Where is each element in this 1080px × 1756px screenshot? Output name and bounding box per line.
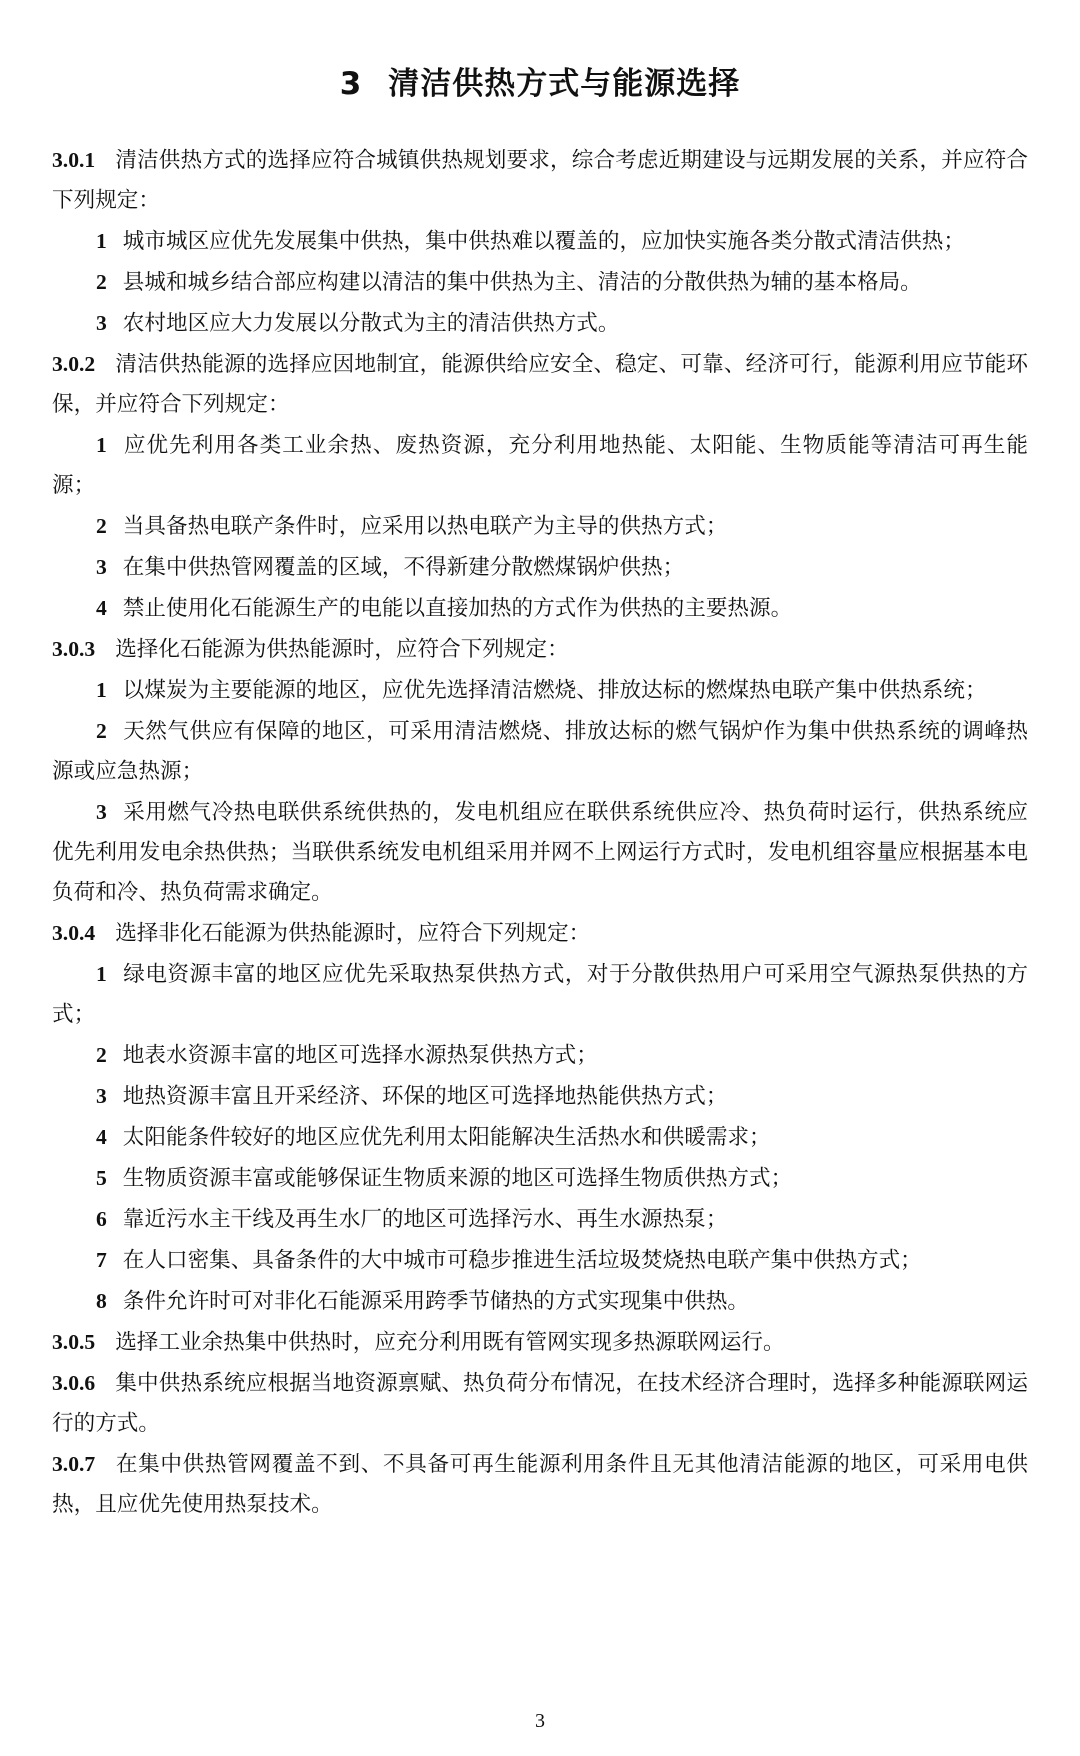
item-number: 7: [96, 1248, 107, 1272]
clause-text: 选择非化石能源为供热能源时，应符合下列规定：: [115, 921, 591, 946]
item-number: 4: [96, 596, 107, 620]
document-body: [52, 140, 1028, 1525]
list-item: [52, 1117, 1028, 1158]
item-number: 1: [96, 433, 107, 457]
item-number: 3: [96, 311, 107, 335]
item-number: 2: [96, 719, 107, 743]
clause-text: 清洁供热能源的选择应因地制宜，能源供给应安全、稳定、可靠、经济可行，能源利用应节能环保，并应符合下列规定：: [52, 352, 1028, 417]
list-item: [52, 954, 1028, 1035]
clause-3-0-6: [52, 1363, 1028, 1444]
list-item: [52, 303, 1028, 344]
clause-number: 3.0.7: [52, 1452, 96, 1476]
item-number: 4: [96, 1125, 107, 1149]
item-text: 天然气供应有保障的地区，可采用清洁燃烧、排放达标的燃气锅炉作为集中供热系统的调峰热源或应急热源；: [52, 719, 1028, 784]
item-text: 当具备热电联产条件时，应采用以热电联产为主导的供热方式；: [122, 514, 728, 539]
clause-number: 3.0.3: [52, 637, 96, 661]
list-item: [52, 547, 1028, 588]
list-item: [52, 1240, 1028, 1281]
item-text: 太阳能条件较好的地区应优先利用太阳能解决生活热水和供暖需求；: [122, 1125, 771, 1150]
clause-text: 清洁供热方式的选择应符合城镇供热规划要求，综合考虑近期建设与远期发展的关系，并应符合下列规定：: [52, 148, 1028, 213]
item-text: 农村地区应大力发展以分散式为主的清洁供热方式。: [122, 311, 620, 336]
clause-number: 3.0.2: [52, 352, 96, 376]
item-text: 地表水资源丰富的地区可选择水源热泵供热方式；: [122, 1043, 598, 1068]
item-number: 3: [96, 800, 107, 824]
item-text: 在人口密集、具备条件的大中城市可稳步推进生活垃圾焚烧热电联产集中供热方式；: [122, 1248, 922, 1273]
list-item: [52, 588, 1028, 629]
clause-number: 3.0.6: [52, 1371, 96, 1395]
list-item: [52, 1281, 1028, 1322]
list-item: [52, 670, 1028, 711]
item-number: 5: [96, 1166, 107, 1190]
item-number: 2: [96, 514, 107, 538]
clause-number: 3.0.4: [52, 921, 96, 945]
clause-number: 3.0.5: [52, 1330, 96, 1354]
item-text: 在集中供热管网覆盖的区域，不得新建分散燃煤锅炉供热；: [122, 555, 685, 580]
list-item: [52, 1158, 1028, 1199]
clause-3-0-7: [52, 1444, 1028, 1525]
item-text: 城市城区应优先发展集中供热，集中供热难以覆盖的，应加快实施各类分散式清洁供热；: [122, 229, 965, 254]
page-number: 3: [535, 1710, 545, 1732]
list-item: [52, 1076, 1028, 1117]
list-item: [52, 711, 1028, 792]
item-text: 禁止使用化石能源生产的电能以直接加热的方式作为供热的主要热源。: [122, 596, 793, 621]
item-number: 1: [96, 229, 107, 253]
item-number: 2: [96, 1043, 107, 1067]
item-number: 3: [96, 555, 107, 579]
clause-text: 选择化石能源为供热能源时，应符合下列规定：: [115, 637, 569, 662]
item-text: 靠近污水主干线及再生水厂的地区可选择污水、再生水源热泵；: [122, 1207, 728, 1232]
clause-text: 在集中供热管网覆盖不到、不具备可再生能源利用条件且无其他清洁能源的地区，可采用电供热，且应优先使用热泵技术。: [52, 1452, 1028, 1517]
list-item: [52, 1199, 1028, 1240]
clause-3-0-1: [52, 140, 1028, 221]
list-item: [52, 425, 1028, 506]
item-number: 1: [96, 962, 107, 986]
clause-text: 选择工业余热集中供热时，应充分利用既有管网实现多热源联网运行。: [115, 1330, 785, 1355]
item-number: 1: [96, 678, 107, 702]
item-text: 应优先利用各类工业余热、废热资源，充分利用地热能、太阳能、生物质能等清洁可再生能源；: [52, 433, 1028, 498]
list-item: [52, 1035, 1028, 1076]
item-text: 县城和城乡结合部应构建以清洁的集中供热为主、清洁的分散供热为辅的基本格局。: [122, 270, 922, 295]
item-number: 3: [96, 1084, 107, 1108]
section-title: [0, 58, 1080, 103]
item-text: 绿电资源丰富的地区应优先采取热泵供热方式，对于分散供热用户可采用空气源热泵供热的方式；: [52, 962, 1028, 1027]
list-item: [52, 506, 1028, 547]
item-text: 地热资源丰富且开采经济、环保的地区可选择地热能供热方式；: [122, 1084, 728, 1109]
clause-3-0-5: [52, 1322, 1028, 1363]
item-text: 采用燃气冷热电联供系统供热的，发电机组应在联供系统供应冷、热负荷时运行，供热系统应优先利用发电余热供热；当联供系统发电机组采用并网不上网运行方式时，发电机组容量应根据基本电负荷和冷、热负荷需求确定。: [52, 800, 1028, 905]
item-text: 条件允许时可对非化石能源采用跨季节储热的方式实现集中供热。: [122, 1289, 750, 1314]
item-number: 6: [96, 1207, 107, 1231]
clause-3-0-2: [52, 344, 1028, 425]
item-text: 生物质资源丰富或能够保证生物质来源的地区可选择生物质供热方式；: [122, 1166, 793, 1191]
item-number: 2: [96, 270, 107, 294]
clause-number: 3.0.1: [52, 148, 96, 172]
clause-text: 集中供热系统应根据当地资源禀赋、热负荷分布情况，在技术经济合理时，选择多种能源联网运行的方式。: [52, 1371, 1028, 1436]
clause-3-0-3: [52, 629, 1028, 670]
clause-3-0-4: [52, 913, 1028, 954]
item-text: 以煤炭为主要能源的地区，应优先选择清洁燃烧、排放达标的燃煤热电联产集中供热系统；: [122, 678, 987, 703]
list-item: [52, 792, 1028, 913]
list-item: [52, 221, 1028, 262]
section-title-text: 清洁供热方式与能源选择: [388, 66, 741, 102]
list-item: [52, 262, 1028, 303]
item-number: 8: [96, 1289, 107, 1313]
section-number: 3: [339, 66, 363, 102]
